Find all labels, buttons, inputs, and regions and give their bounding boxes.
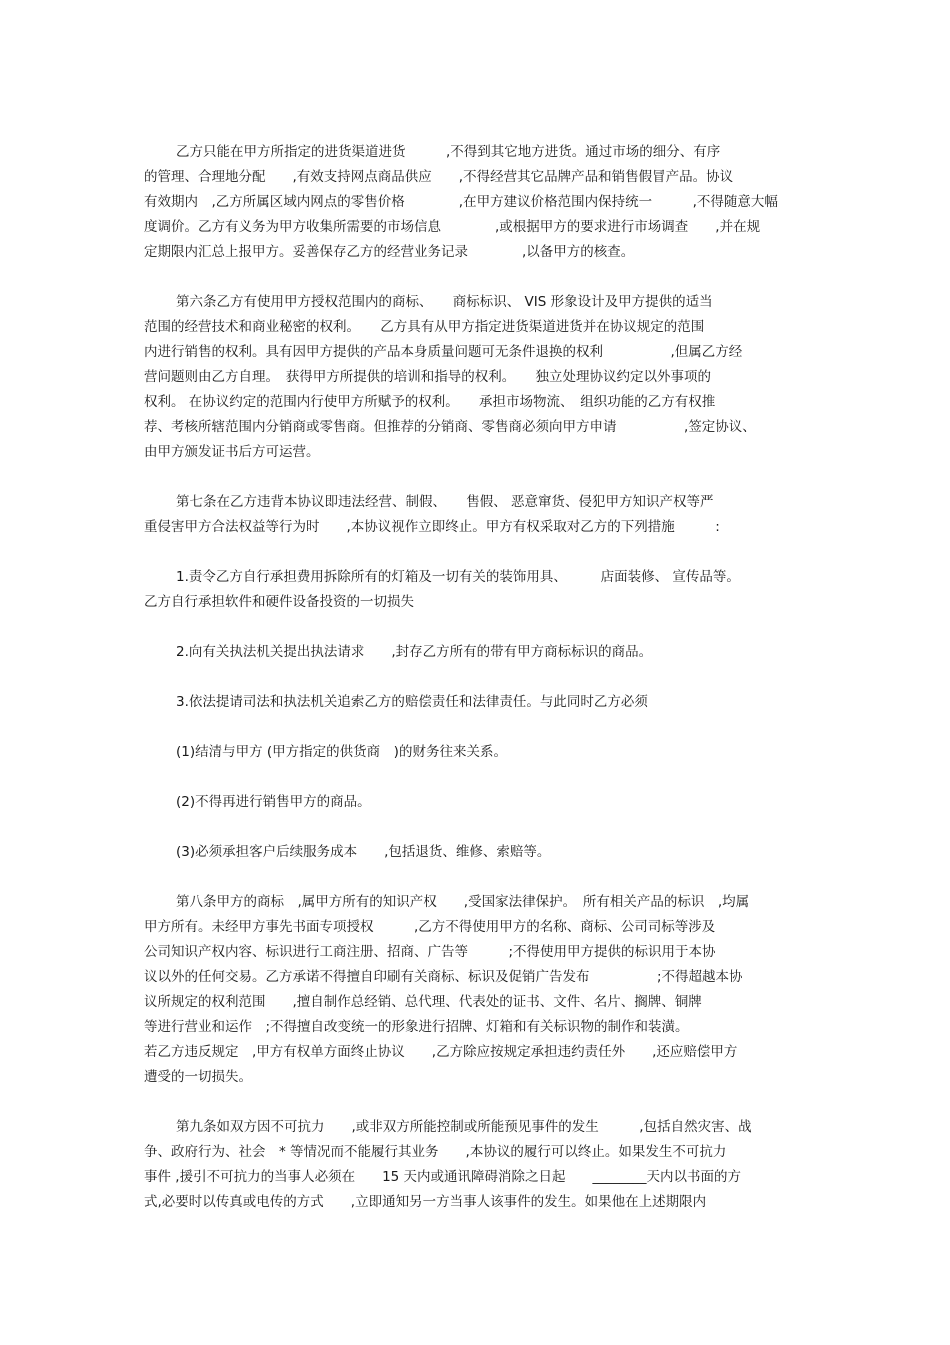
- text-line: 荐、考核所辖范围内分销商或零售商。但推荐的分销商、零售商必须向甲方申请 ,签定协议、: [144, 419, 756, 435]
- article-9-heading-line: 第九条如双方因不可抗力 ,或非双方所能控制或所能预见事件的发生 ,包括自然灾害、战: [176, 1119, 752, 1135]
- measure-1-line: 1.责令乙方自行承担费用拆除所有的灯箱及一切有关的装饰用具、 店面装修、 宣传品等。: [176, 569, 740, 585]
- text-line: 有效期内 ,乙方所属区域内网点的零售价格 ,在甲方建议价格范围内保持统一 ,不得随意大幅: [144, 194, 778, 210]
- text-line: 若乙方违反规定 ,甲方有权单方面终止协议 ,乙方除应按规定承担违约责任外 ,还应赔偿甲方: [144, 1044, 738, 1060]
- text-line: 乙方只能在甲方所指定的进货渠道进货 ,不得到其它地方进货。通过市场的细分、有序: [176, 144, 721, 160]
- text-line: 定期限内汇总上报甲方。妥善保存乙方的经营业务记录 ,以备甲方的核查。: [144, 244, 635, 260]
- text-line: 的管理、合理地分配 ,有效支持网点商品供应 ,不得经营其它品牌产品和销售假冒产品。协议: [144, 169, 734, 185]
- text-line: 遭受的一切损失。: [144, 1069, 252, 1085]
- sub-item-3: (3)必须承担客户后续服务成本 ,包括退货、维修、索赔等。: [176, 844, 551, 860]
- sub-item-1: (1)结清与甲方 (甲方指定的供货商 )的财务往来关系。: [176, 744, 507, 760]
- text-line: 事件 ,援引不可抗力的当事人必须在 15 天内或通讯障碍消除之日起 ________天内以书面的方: [144, 1169, 742, 1185]
- text-line: 度调价。乙方有义务为甲方收集所需要的市场信息 ,或根据甲方的要求进行市场调查 ,并在规: [144, 219, 761, 235]
- text-line: 争、政府行为、社会 * 等情况而不能履行其业务 ,本协议的履行可以终止。如果发生不可抗力: [144, 1144, 727, 1160]
- text-line: 式,必要时以传真或电传的方式 ,立即通知另一方当事人该事件的发生。如果他在上述期限内: [144, 1194, 707, 1210]
- text-line: 公司知识产权内容、标识进行工商注册、招商、广告等 ;不得使用甲方提供的标识用于本协: [144, 944, 716, 960]
- measure-2-line: 2.向有关执法机关提出执法请求 ,封存乙方所有的带有甲方商标标识的商品。: [176, 644, 653, 660]
- text-line: 乙方自行承担软件和硬件设备投资的一切损失: [144, 594, 414, 610]
- measure-3-line: 3.依法提请司法和执法机关追索乙方的赔偿责任和法律责任。与此同时乙方必须: [176, 694, 648, 710]
- text-line: 等进行营业和运作 ;不得擅自改变统一的形象进行招牌、灯箱和有关标识物的制作和装潢。: [144, 1019, 689, 1035]
- text-line: 议所规定的权利范围 ,擅自制作总经销、总代理、代表处的证书、文件、名片、搁牌、铜牌: [144, 994, 702, 1010]
- sub-item-2: (2)不得再进行销售甲方的商品。: [176, 794, 371, 810]
- text-line: 权利。 在协议约定的范围内行使甲方所赋予的权利。 承担市场物流、 组织功能的乙方有权推: [144, 394, 716, 410]
- article-7-heading-line: 第七条在乙方违背本协议即违法经营、制假、 售假、 恶意窜货、侵犯甲方知识产权等严: [176, 494, 714, 510]
- text-line: 重侵害甲方合法权益等行为时 ,本协议视作立即终止。甲方有权采取对乙方的下列措施 :: [144, 519, 720, 535]
- text-line: 甲方所有。未经甲方事先书面专项授权 ,乙方不得使用甲方的名称、商标、公司司标等涉及: [144, 919, 716, 935]
- article-6-heading-line: 第六条乙方有使用甲方授权范围内的商标、 商标标识、 VIS 形象设计及甲方提供的适当: [176, 294, 713, 310]
- text-line: 议以外的任何交易。乙方承诺不得擅自印刷有关商标、标识及促销广告发布 ;不得超越本协: [144, 969, 743, 985]
- article-8-heading-line: 第八条甲方的商标 ,属甲方所有的知识产权 ,受国家法律保护。 所有相关产品的标识 ,均属: [176, 894, 750, 910]
- text-line: 内进行销售的权利。具有因甲方提供的产品本身质量问题可无条件退换的权利 ,但属乙方经: [144, 344, 743, 360]
- text-line: 营问题则由乙方自理。 获得甲方所提供的培训和指导的权利。 独立处理协议约定以外事项的: [144, 369, 711, 385]
- text-line: 范围的经营技术和商业秘密的权利。 乙方具有从甲方指定进货渠道进货并在协议规定的范围: [144, 319, 705, 335]
- text-line: 由甲方颁发证书后方可运营。: [144, 444, 320, 460]
